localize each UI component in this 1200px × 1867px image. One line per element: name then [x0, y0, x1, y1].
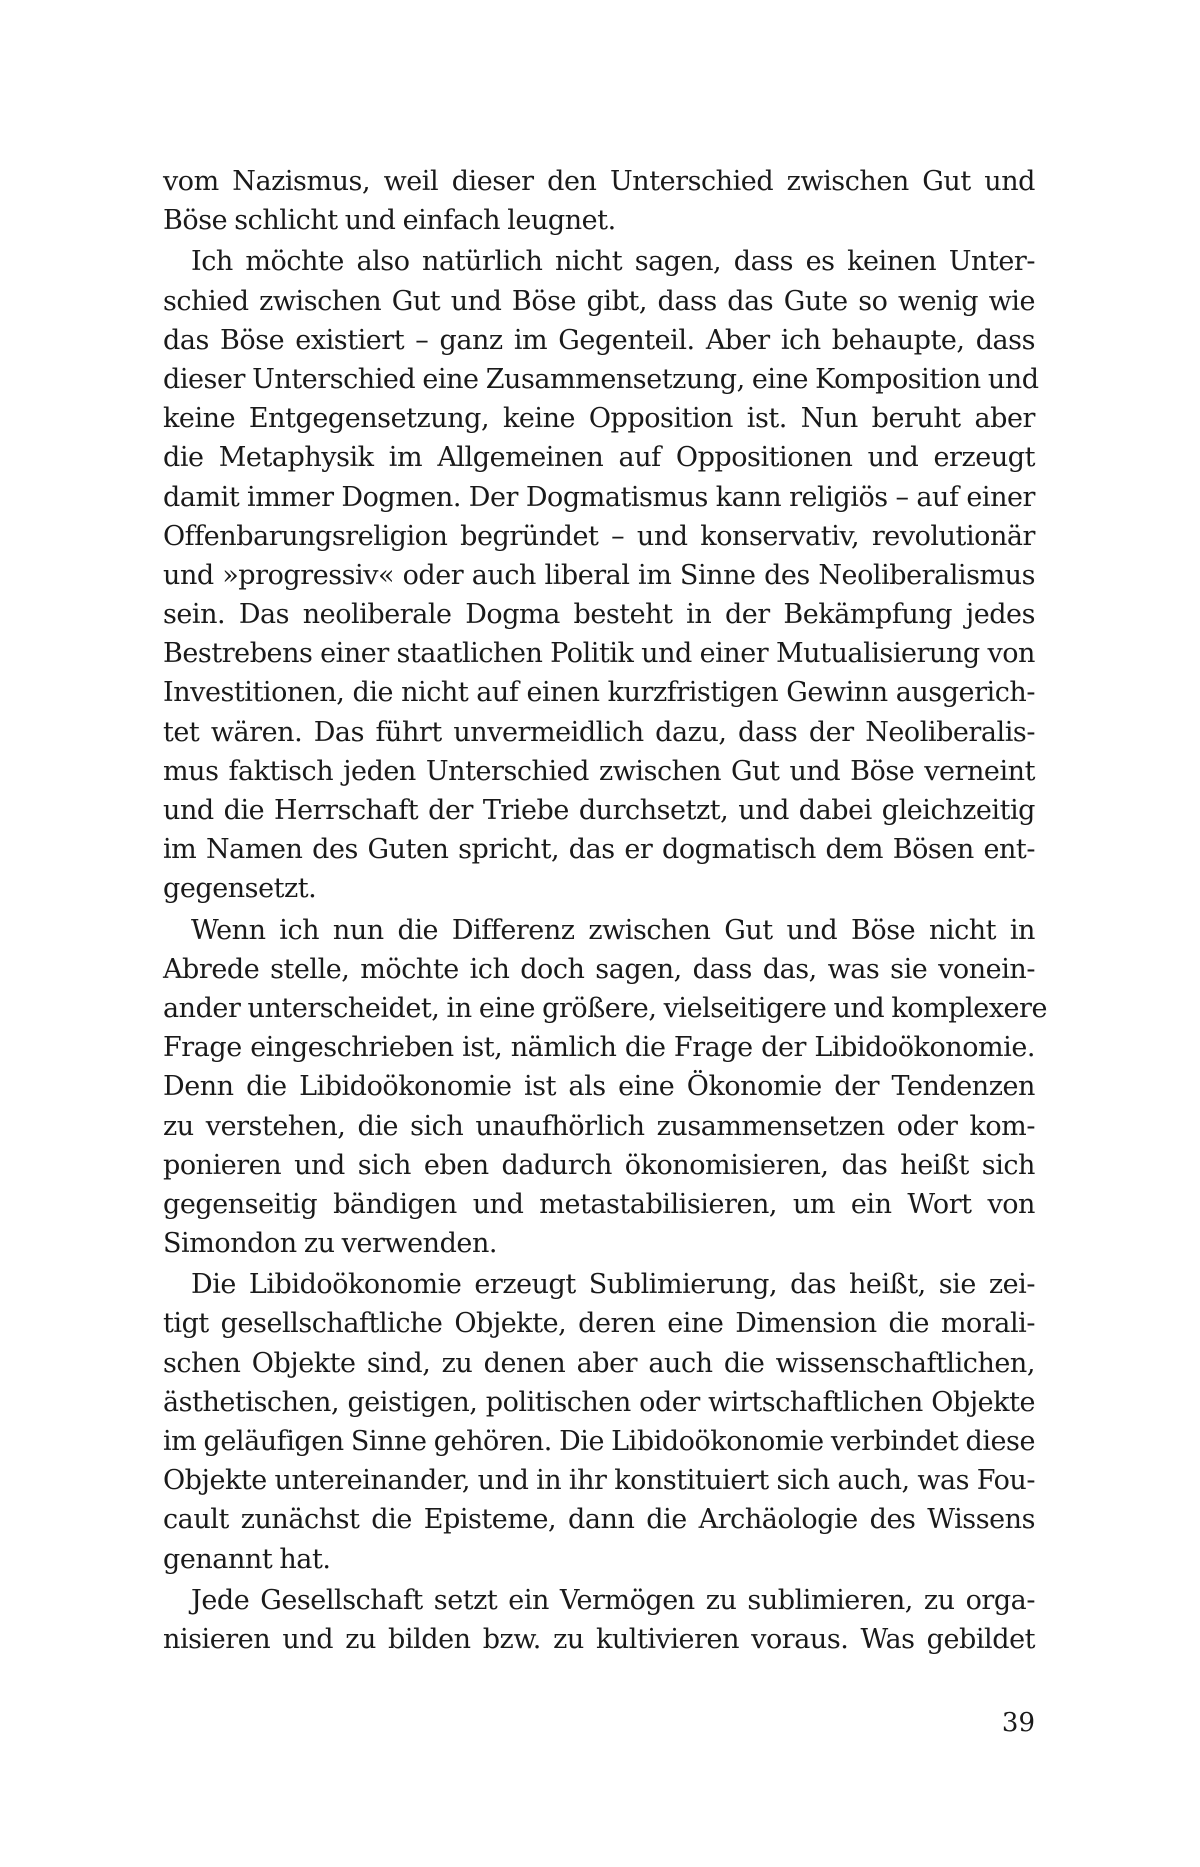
text-line: vom Nazismus, weil dieser den Unterschied zwischen Gut und — [163, 166, 1035, 197]
paragraph — [163, 911, 1048, 1264]
text-line: Die Libidoökonomie erzeugt Sublimierung, das heißt, sie zei- — [191, 1269, 1035, 1301]
text-line: gegenseitig bändigen und metastabilisieren, um ein Wort von — [163, 1188, 1035, 1220]
text-line: mus faktisch jeden Unterschied zwischen Gut und Böse verneint — [163, 755, 1035, 787]
text-line: nisieren und zu bilden bzw. zu kultivieren voraus. Was gebildet — [163, 1623, 1035, 1655]
page-number: 39 — [1001, 1708, 1035, 1738]
text-line: tigt gesellschaftliche Objekte, deren eine Dimension die morali- — [163, 1308, 1035, 1340]
text-line: und die Herrschaft der Triebe durchsetzt, und dabei gleichzeitig — [163, 795, 1035, 826]
text-line: keine Entgegensetzung, keine Opposition ist. Nun beruht aber — [163, 403, 1035, 435]
text-line: tet wären. Das führt unvermeidlich dazu, dass der Neoliberalis- — [163, 716, 1035, 748]
text-line: das Böse existiert – ganz im Gegenteil. Aber ich behaupte, dass — [163, 324, 1035, 356]
text-line: ästhetischen, geistigen, politischen oder wirtschaftlichen Objekte — [163, 1386, 1035, 1418]
paragraph — [163, 162, 1035, 240]
text-line: Offenbarungsreligion begründet – und konservativ, revolutionär — [163, 520, 1035, 552]
text-line: im Namen des Guten spricht, das er dogmatisch dem Bösen ent- — [163, 834, 1035, 866]
text-line: zu verstehen, die sich unaufhörlich zusammensetzen oder kom- — [163, 1110, 1035, 1142]
text-line: Simondon zu verwenden. — [163, 1228, 498, 1260]
text-line: Wenn ich nun die Differenz zwischen Gut und Böse nicht in — [191, 914, 1035, 946]
text-line: Bestrebens einer staatlichen Politik und einer Mutualisierung von — [163, 638, 1035, 670]
text-line: schied zwischen Gut und Böse gibt, dass das Gute so wenig wie — [163, 285, 1035, 317]
text-line: ander unterscheidet, in eine größere, vielseitigere und komplexere — [163, 992, 1048, 1024]
text-line: Denn die Libidoökonomie ist als eine Ökonomie der Tendenzen — [163, 1071, 1035, 1103]
text-line: Investitionen, die nicht auf einen kurzfristigen Gewinn ausgerich- — [163, 677, 1035, 709]
text-line: Jede Gesellschaft setzt ein Vermögen zu sublimieren, zu orga- — [191, 1584, 1035, 1616]
body-text — [163, 162, 1048, 1659]
paragraph — [163, 1265, 1035, 1579]
text-line: die Metaphysik im Allgemeinen auf Oppositionen und erzeugt — [163, 442, 1035, 474]
text-line: Objekte untereinander, und in ihr konstituiert sich auch, was Fou- — [163, 1465, 1035, 1497]
text-line: ponieren und sich eben dadurch ökonomisieren, das heißt sich — [163, 1149, 1035, 1181]
paragraph — [163, 1581, 1035, 1659]
text-line: im geläufigen Sinne gehören. Die Libidoökonomie verbindet diese — [163, 1426, 1035, 1457]
text-line: Abrede stelle, möchte ich doch sagen, dass das, was sie vonein- — [163, 953, 1035, 985]
text-line: damit immer Dogmen. Der Dogmatismus kann religiös – auf einer — [163, 481, 1035, 513]
text-line: dieser Unterschied eine Zusammensetzung, eine Komposition und — [163, 363, 1039, 395]
text-line: und »progressiv« oder auch liberal im Sinne des Neoliberalismus — [163, 559, 1035, 591]
text-line: Ich möchte also natürlich nicht sagen, dass es keinen Unter- — [191, 246, 1035, 278]
text-line: schen Objekte sind, zu denen aber auch die wissenschaftlichen, — [163, 1347, 1035, 1379]
text-line: Böse schlicht und einfach leugnet. — [163, 205, 616, 237]
text-line: gegensetzt. — [163, 873, 317, 905]
text-line: sein. Das neoliberale Dogma besteht in der Bekämpfung jedes — [163, 599, 1035, 631]
text-line: genannt hat. — [163, 1543, 331, 1575]
paragraph — [163, 242, 1039, 908]
text-line: Frage eingeschrieben ist, nämlich die Frage der Libidoökonomie. — [163, 1032, 1035, 1064]
text-line: cault zunächst die Episteme, dann die Archäologie des Wissens — [163, 1504, 1035, 1536]
